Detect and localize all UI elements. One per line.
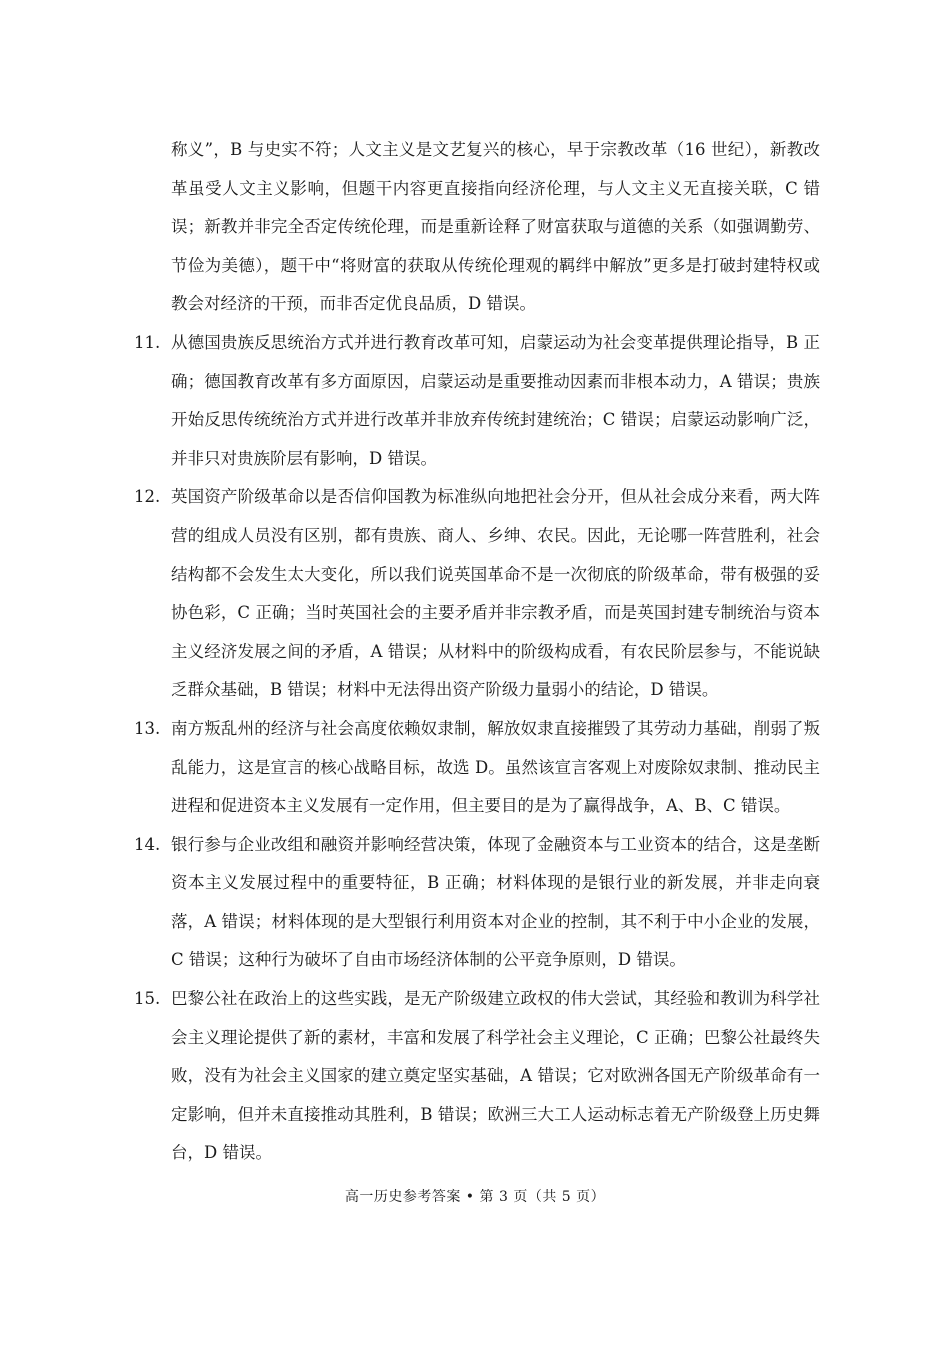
answer-paragraph-11 — [134, 324, 820, 478]
answer-paragraph-12 — [134, 478, 820, 710]
answer-number: 14. — [134, 834, 161, 854]
answer-number: 11. — [134, 332, 161, 352]
answer-paragraph-14 — [134, 826, 820, 980]
answer-text: 巴黎公社在政治上的这些实践，是无产阶级建立政权的伟大尝试，其经验和教训为科学社会主义理论提供了新的素材，丰富和发展了科学社会主义理论，C 正确；巴黎公社最终失败，没有为社会主义国家的建立奠定坚实基础，A 错误；它对欧洲各国无产阶级革命有一定影响，但并未直接推动其胜利，B 错误；欧洲三大工人运动标志着无产阶级登上历史舞台，D 错误。 — [171, 989, 820, 1163]
answer-list — [134, 131, 820, 1173]
answer-paragraph-13 — [134, 710, 820, 826]
answer-text: 南方叛乱州的经济与社会高度依赖奴隶制，解放奴隶直接摧毁了其劳动力基础，削弱了叛乱能力，这是宣言的核心战略目标，故选 D。虽然该宣言客观上对废除奴隶制、推动民主进程和促进资本主义发展有一定作用，但主要目的是为了赢得战争，A、B、C 错误。 — [171, 718, 820, 816]
page-footer: 高一历史参考答案 • 第 3 页（共 5 页） — [344, 1189, 606, 1205]
answer-paragraph-15 — [134, 980, 820, 1173]
answer-text: 称义”，B 与史实不符；人文主义是文艺复兴的核心，早于宗教改革（16 世纪），新教改革虽受人文主义影响，但题干内容更直接指向经济伦理，与人文主义无直接关联，C 错误；新教并非完全否定传统伦理，而是重新诠释了财富获取与道德的关系（如强调勤劳、节俭为美德），题干中“将财富的获取从传统伦理观的羁绊中解放”更多是打破封建特权或教会对经济的干预，而非否定优良品质，D 错误。 — [171, 140, 820, 314]
answer-paragraph-10-continued — [134, 131, 820, 324]
answer-number: 12. — [134, 487, 161, 507]
answer-number: 13. — [134, 718, 161, 738]
answer-text: 银行参与企业改组和融资并影响经营决策，体现了金融资本与工业资本的结合，这是垄断资本主义发展过程中的重要特征，B 正确；材料体现的是银行业的新发展，并非走向衰落，A 错误；材料体现的是大型银行利用资本对企业的控制，其不利于中小企业的发展，C 错误；这种行为破坏了自由市场经济体制的公平竞争原则，D 错误。 — [171, 834, 820, 970]
answer-text: 英国资产阶级革命以是否信仰国教为标准纵向地把社会分开，但从社会成分来看，两大阵营的组成人员没有区别，都有贵族、商人、乡绅、农民。因此，无论哪一阵营胜利，社会结构都不会发生太大变化，所以我们说英国革命不是一次彻底的阶级革命，带有极强的妥协色彩，C 正确；当时英国社会的主要矛盾并非宗教矛盾，而是英国封建专制统治与资本主义经济发展之间的矛盾，A 错误；从材料中的阶级构成看，有农民阶层参与，不能说缺乏群众基础，B 错误；材料中无法得出资产阶级力量弱小的结论，D 错误。 — [171, 487, 820, 700]
answer-number: 15. — [134, 989, 161, 1009]
answer-text: 从德国贵族反思统治方式并进行教育改革可知，启蒙运动为社会变革提供理论指导，B 正确；德国教育改革有多方面原因，启蒙运动是重要推动因素而非根本动力，A 错误；贵族开始反思传统统治方式并进行改革并非放弃传统封建统治；C 错误；启蒙运动影响广泛，并非只对贵族阶层有影响，D 错误。 — [171, 332, 820, 468]
